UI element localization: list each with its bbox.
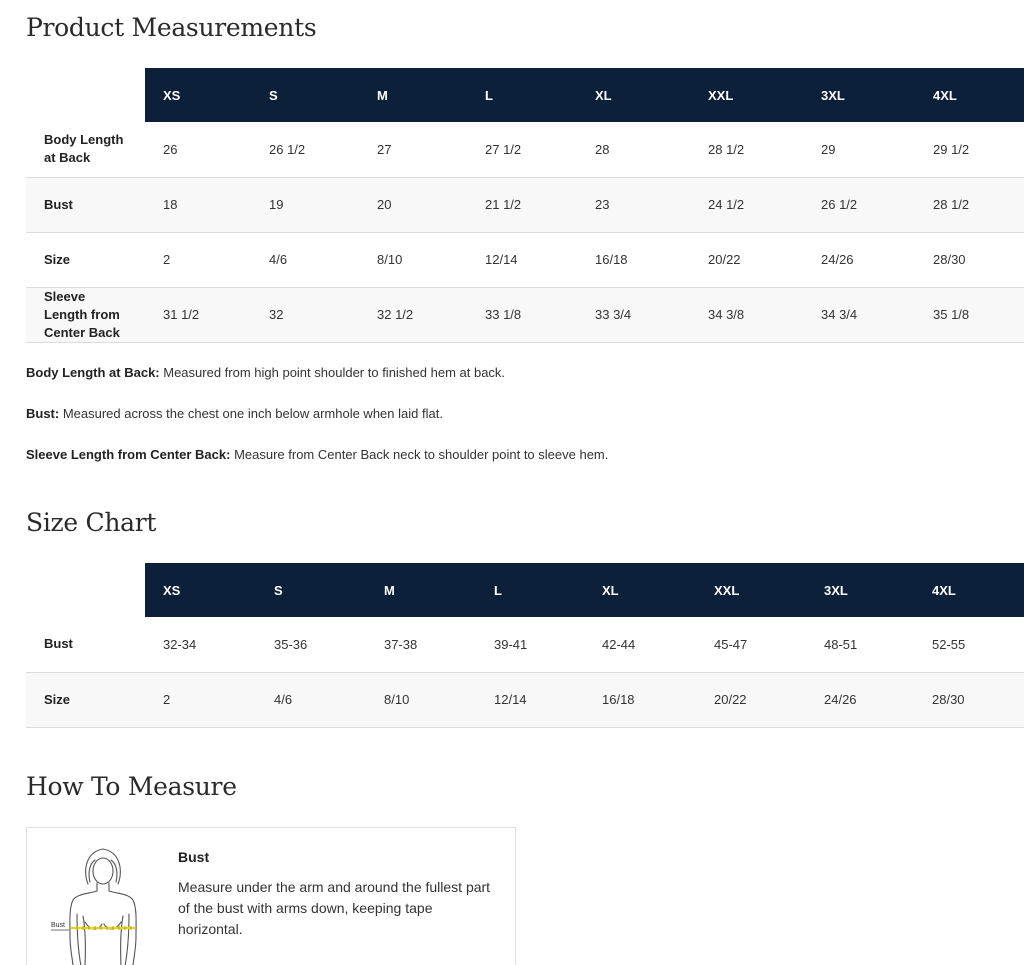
table-cell: 29 1/2 xyxy=(915,122,1024,177)
size-header-row xyxy=(26,563,1024,617)
size-header: XXL xyxy=(696,563,806,617)
table-cell: 12/14 xyxy=(467,232,577,287)
table-cell: 48-51 xyxy=(806,617,914,672)
table-cell: 4/6 xyxy=(256,672,366,727)
size-header: M xyxy=(359,68,467,122)
size-chart-title: Size Chart xyxy=(26,508,157,537)
table-cell: 8/10 xyxy=(366,672,476,727)
size-header: L xyxy=(476,563,584,617)
measurement-note xyxy=(26,406,443,421)
row-label: Size xyxy=(26,232,145,287)
table-cell: 20/22 xyxy=(690,232,803,287)
table-cell: 34 3/8 xyxy=(690,287,803,342)
product-measurements-title: Product Measurements xyxy=(26,13,317,42)
measure-heading: Bust xyxy=(178,849,210,865)
table-cell: 4/6 xyxy=(251,232,359,287)
row-label: Body Length at Back xyxy=(26,122,145,177)
table-cell: 33 1/8 xyxy=(467,287,577,342)
table-cell: 34 3/4 xyxy=(803,287,915,342)
table-cell: 16/18 xyxy=(577,232,690,287)
table-row xyxy=(26,177,1024,232)
table-cell: 31 1/2 xyxy=(145,287,251,342)
table-cell: 33 3/4 xyxy=(577,287,690,342)
bust-figure-icon xyxy=(43,842,153,965)
measure-description: Measure under the arm and around the fullest part of the bust with arms down, keeping tape horizontal. xyxy=(178,879,491,937)
row-label: Bust xyxy=(26,177,145,232)
table-cell: 18 xyxy=(145,177,251,232)
size-header: 3XL xyxy=(803,68,915,122)
size-header: XS xyxy=(145,563,256,617)
table-cell: 27 xyxy=(359,122,467,177)
size-header-row xyxy=(26,68,1024,122)
table-cell: 27 1/2 xyxy=(467,122,577,177)
note-term: Sleeve Length from Center Back: xyxy=(26,447,231,462)
note-text: Measured from high point shoulder to finished hem at back. xyxy=(159,365,506,380)
table-row xyxy=(26,672,1024,727)
table-cell: 20 xyxy=(359,177,467,232)
table-cell: 2 xyxy=(145,672,256,727)
table-cell: 37-38 xyxy=(366,617,476,672)
table-cell: 19 xyxy=(251,177,359,232)
size-header: S xyxy=(256,563,366,617)
how-to-measure-card xyxy=(26,827,516,965)
size-header: XXL xyxy=(690,68,803,122)
table-cell: 2 xyxy=(145,232,251,287)
row-label: Sleeve Length from Center Back xyxy=(26,287,145,342)
table-row xyxy=(26,287,1024,342)
note-text: Measure from Center Back neck to shoulder point to sleeve hem. xyxy=(230,447,609,462)
size-header: 3XL xyxy=(806,563,914,617)
table-cell: 35 1/8 xyxy=(915,287,1024,342)
table-cell: 24/26 xyxy=(803,232,915,287)
table-cell: 28 1/2 xyxy=(915,177,1024,232)
table-cell: 20/22 xyxy=(696,672,806,727)
size-header: 4XL xyxy=(915,68,1024,122)
product-measurements-table xyxy=(26,68,1024,343)
table-row xyxy=(26,122,1024,177)
table-row xyxy=(26,232,1024,287)
table-cell: 39-41 xyxy=(476,617,584,672)
table-cell: 28/30 xyxy=(915,232,1024,287)
size-header: XS xyxy=(145,68,251,122)
table-cell: 24 1/2 xyxy=(690,177,803,232)
table-row xyxy=(26,617,1024,672)
size-header: 4XL xyxy=(914,563,1024,617)
table-cell: 8/10 xyxy=(359,232,467,287)
table-cell: 23 xyxy=(577,177,690,232)
row-label: Size xyxy=(26,672,145,727)
table-cell: 32-34 xyxy=(145,617,256,672)
table-cell: 32 xyxy=(251,287,359,342)
size-header: M xyxy=(366,563,476,617)
note-term: Body Length at Back: xyxy=(26,365,160,380)
table-cell: 28 1/2 xyxy=(690,122,803,177)
table-cell: 12/14 xyxy=(476,672,584,727)
size-chart-table xyxy=(26,563,1024,728)
header-corner xyxy=(26,68,145,122)
measurement-note xyxy=(26,447,608,462)
row-label: Bust xyxy=(26,617,145,672)
table-cell: 28/30 xyxy=(914,672,1024,727)
table-cell: 21 1/2 xyxy=(467,177,577,232)
table-cell: 26 1/2 xyxy=(803,177,915,232)
table-cell: 24/26 xyxy=(806,672,914,727)
table-cell: 16/18 xyxy=(584,672,696,727)
size-header: S xyxy=(251,68,359,122)
table-cell: 26 xyxy=(145,122,251,177)
table-cell: 35-36 xyxy=(256,617,366,672)
size-header: L xyxy=(467,68,577,122)
note-term: Bust: xyxy=(26,406,60,421)
table-cell: 26 1/2 xyxy=(251,122,359,177)
header-corner xyxy=(26,563,145,617)
table-cell: 42-44 xyxy=(584,617,696,672)
how-to-measure-title: How To Measure xyxy=(26,772,237,801)
table-cell: 52-55 xyxy=(914,617,1024,672)
table-cell: 32 1/2 xyxy=(359,287,467,342)
table-cell: 28 xyxy=(577,122,690,177)
size-header: XL xyxy=(584,563,696,617)
table-cell: 45-47 xyxy=(696,617,806,672)
note-text: Measured across the chest one inch below armhole when laid flat. xyxy=(59,406,443,421)
size-header: XL xyxy=(577,68,690,122)
table-cell: 29 xyxy=(803,122,915,177)
figure-label: Bust xyxy=(51,922,66,929)
measurement-note xyxy=(26,365,505,380)
